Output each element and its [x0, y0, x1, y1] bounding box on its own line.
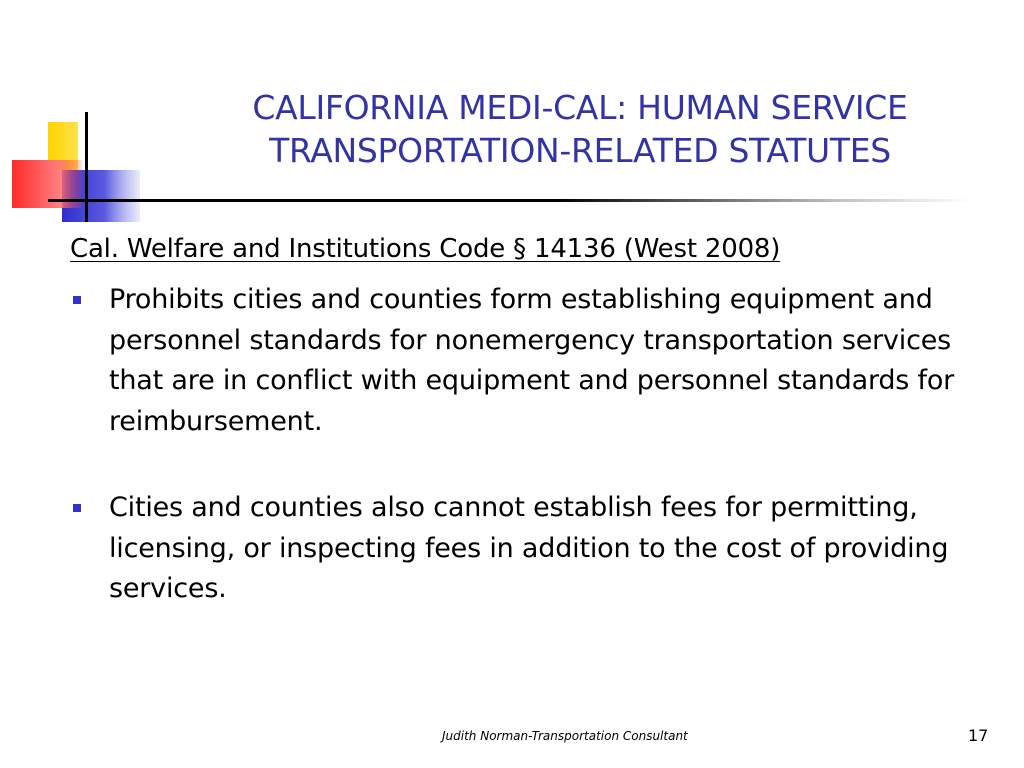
- footer-text: Judith Norman-Transportation Consultant: [442, 729, 688, 743]
- slide-title-line-2: TRANSPORTATION-RELATED STATUTES: [269, 131, 891, 170]
- deco-vertical-line: [85, 112, 88, 222]
- bullet-square-icon: [73, 296, 81, 304]
- statute-heading: Cal. Welfare and Institutions Code § 14136 (West 2008): [70, 234, 781, 264]
- decorative-blocks-graphic: [0, 0, 160, 240]
- bullet-text: Prohibits cities and counties form establishing equipment and personnel standards for nonemergency transportation services that are in conflict with equipment and personnel standards for reimbursement.: [109, 284, 955, 437]
- slide-title: [150, 86, 1010, 172]
- bullet-text: Cities and counties also cannot establish fees for permitting, licensing, or inspecting fees in addition to the cost of providing services.: [109, 492, 949, 604]
- bullet-item: [70, 280, 990, 442]
- title-divider: [52, 199, 972, 202]
- bullet-square-icon: [73, 504, 81, 512]
- slide-title-line-1: CALIFORNIA MEDI-CAL: HUMAN SERVICE: [252, 88, 908, 127]
- bullet-item: [70, 488, 990, 610]
- bullet-list: [70, 280, 990, 610]
- page-number: 17: [968, 726, 989, 745]
